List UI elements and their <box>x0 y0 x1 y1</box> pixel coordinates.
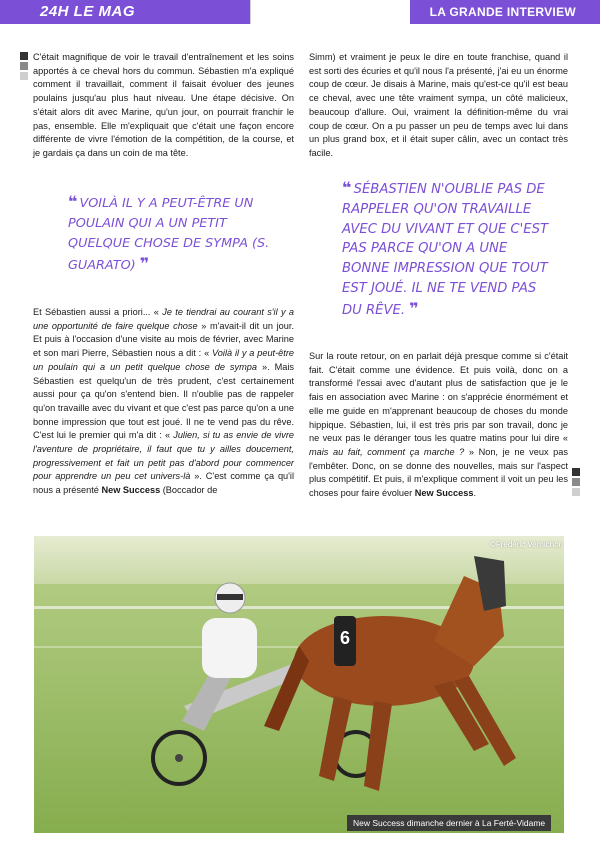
page-header <box>0 0 600 24</box>
deco-square-dark <box>572 468 580 476</box>
text: » m'avait-il dit un jour. Et puis à l'occasion d'une visite au mois de février, avec Marine et son mari Pierre, Sébastien nous a dit : « <box>33 320 294 359</box>
close-quote-icon: ❞ <box>409 298 417 318</box>
article-column-4 <box>309 350 568 501</box>
text: » Non, je ne veux pas l'embêter. Donc, on se donne des nouvelles, mais sur l'aspect plus compétitif. Et puis, il m'explique comment il voit un peu les choses pour faire évoluer <box>309 446 568 499</box>
paragraph: C'était magnifique de voir le travail d'entraînement et les soins apportés à ce cheval hors du commun. Sébastien m'a expliqué comment il travaillait, comment il faisait évoluer des jeunes poulains jusqu'au plus haut niveau. Une étape décisive. On s'était alors dit avec Marine, qu'un jour, on pourrait franchir le pas, ensemble. Elle m'expliquait que c'était une façon encore différente de vivre l'émotion de la compétition, de la course, et je gardais ça dans un coin de ma tête. <box>33 52 294 158</box>
magazine-name: 24H LE MAG <box>40 3 136 20</box>
photo-caption: New Success dimanche dernier à La Ferté-Vidame <box>347 815 551 831</box>
text: Sur la route retour, on en parlait déjà presque comme si c'était fait. C'était comme une évidence. Et puis voilà, donc on a transformé l'essai avec d'autant plus de satisfaction que je le fais en association avec Marine : on s'apprécie énormément et elle me guide en m'apprenant beaucoup de choses du monde hippique. Sébastien, lui, il est très pris par son travail, donc je ne veux pas le déranger tous les quatre matins pour lui dire « <box>309 351 568 444</box>
pull-quote-text: SÉBASTIEN N'OUBLIE PAS DE RAPPELER QU'ON TRAVAILLE AVEC DU VIVANT ET QUE C'EST PAS PARCE QU'ON A UNE BONNE IMPRESSION QUE TOUT EST JOUÉ. IL NE TE VEND PAS DU RÊVE. <box>342 182 549 318</box>
magazine-name-bar <box>0 0 250 24</box>
text: Et Sébastien aussi a priori... « <box>33 307 163 317</box>
quote-text: Je te tiendrai au courant s'il y a une opportunité de faire quelque chose <box>33 307 294 331</box>
deco-square-light <box>20 72 28 80</box>
saddle-number: 6 <box>339 628 351 648</box>
deco-square-dark <box>20 52 28 60</box>
horse-name: New Success <box>414 488 474 499</box>
text: (Boccador de <box>160 485 218 496</box>
section-name: LA GRANDE INTERVIEW <box>429 5 576 19</box>
deco-square-light <box>572 488 580 496</box>
text: ». C'est comme ça qu'il nous a présenté <box>33 471 294 496</box>
section-name-bar <box>410 0 600 24</box>
article-column-3 <box>33 306 294 498</box>
text: . <box>473 488 477 499</box>
paragraph <box>33 306 294 498</box>
deco-square-mid <box>572 478 580 486</box>
paragraph: Simm) et vraiment je peux le dire en toute franchise, quand il est sorti des écuries et qu'il nous l'a présenté, j'ai eu un énorme coup de cœur. Je disais à Marine, mais qu'est-ce qu'il est beau ce cheval, avec une tête vraiment sympa, un côté malicieux, beaucoup d'allure. Oui, vraiment la définition-même du vrai coup de cœur. On a pu passer un peu de temps avec lui dans un plus grand box, et il était super câlin, avec un contact très facile. <box>309 52 568 158</box>
article-column-1 <box>33 51 294 161</box>
quote-text: Julien, si tu as envie de vivre l'aventure de propriétaire, il faut que tu y ailles doucement, progressivement et fait un petit pas d'abord pour commencer pour apprendre un peu cet univers-là <box>33 430 294 482</box>
quote-text: Voilà il y a peut-être un poulain qui a un petit quelque chose de sympa <box>33 348 295 372</box>
photo-illustration <box>34 536 564 833</box>
text: ». Mais Sébastien est quelqu'un de très prudent, c'est certainement aussi pour ça qu'on s'entend bien. Il n'oublie pas de rappeler qu'on travaille avec du vivant et que c'est pas parce qu'on a une bonne impression que tout est joué. Il ne te vend pas du rêve. C'est lui le premier qui m'a dit : « <box>33 361 294 441</box>
open-quote-icon: ❝ <box>68 192 76 211</box>
pull-quote-text: VOILÀ IL Y A PEUT-ÊTRE UN POULAIN QUI A UN PETIT QUELQUE CHOSE DE SYMPA (S. GUARATO) <box>68 196 270 273</box>
trotting-horse-photo <box>34 536 564 833</box>
close-quote-icon: ❞ <box>139 254 148 273</box>
pull-quote-2 <box>342 178 557 321</box>
quote-text: mais au fait, comment ça marche ? <box>309 446 465 457</box>
horse-name: New Success <box>101 485 161 496</box>
pull-quote-1 <box>68 192 278 276</box>
header-divider <box>250 0 251 24</box>
photo-credit: ©Frédéric Vernichon <box>489 540 563 549</box>
paragraph <box>309 350 568 501</box>
article-column-2 <box>309 51 568 161</box>
open-quote-icon: ❝ <box>342 178 350 197</box>
deco-square-mid <box>20 62 28 70</box>
